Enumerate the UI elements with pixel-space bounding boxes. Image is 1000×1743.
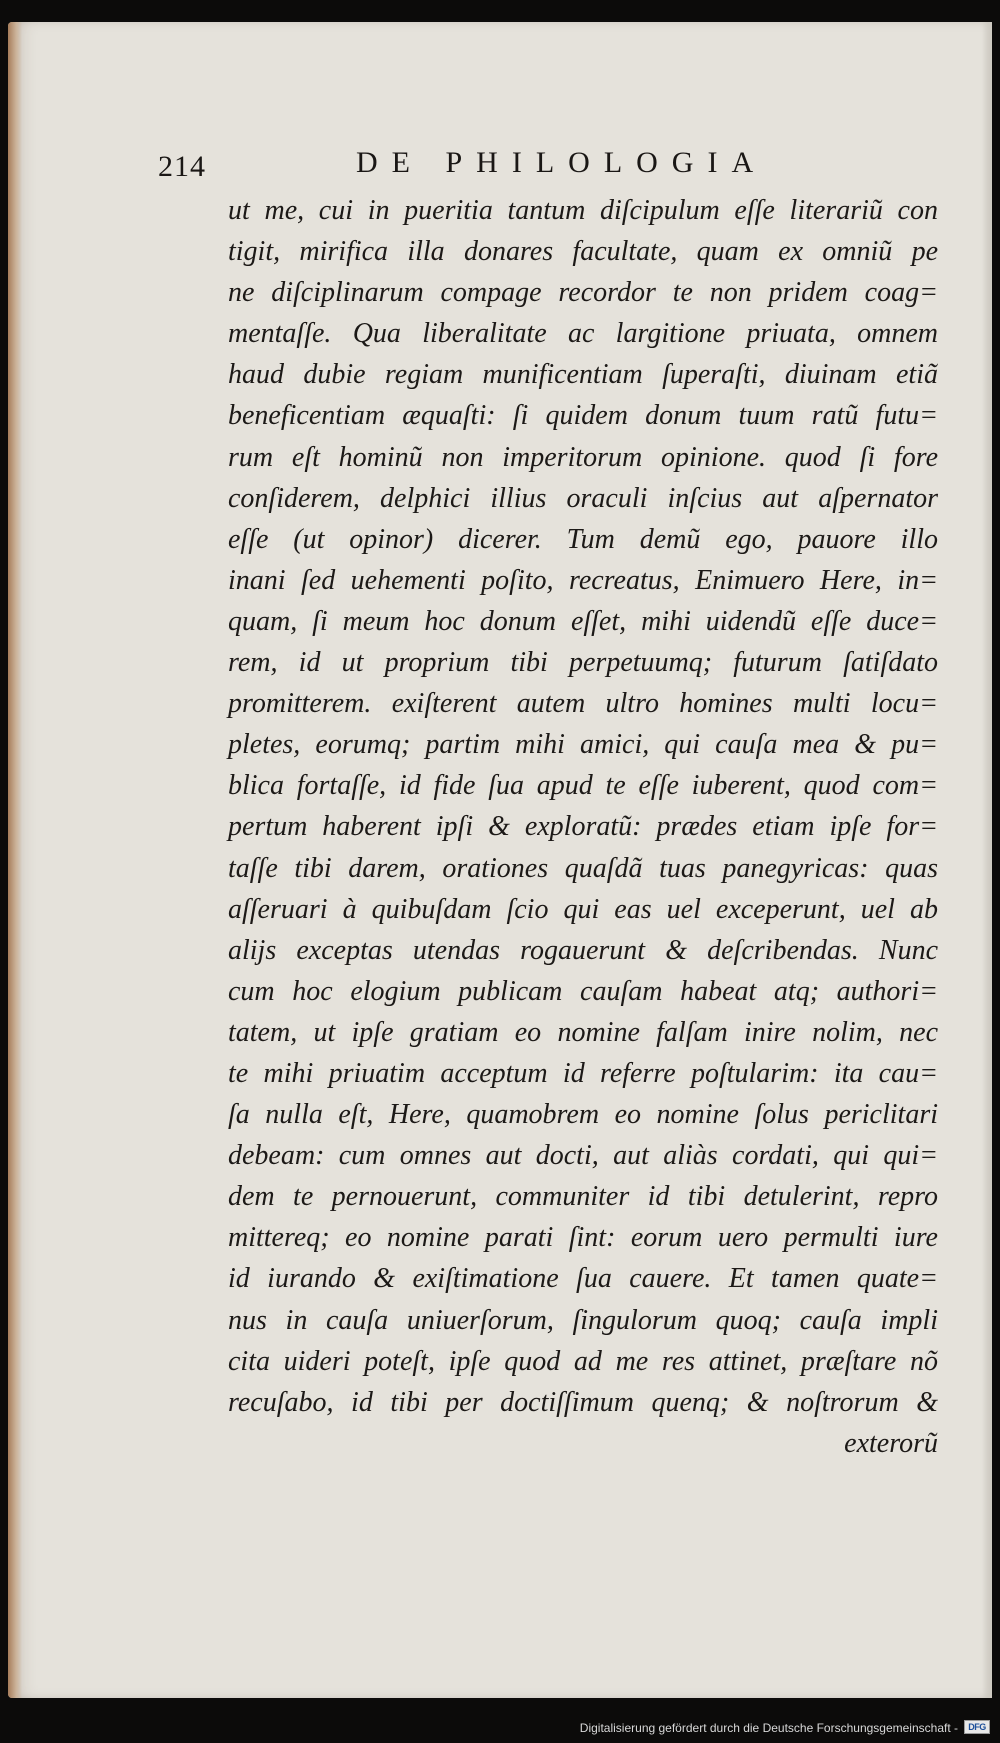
text-line: blica fortaſſe, id fide ſua apud te eſſe iuberent, quod com= <box>228 770 938 802</box>
text-line: debeam: cum omnes aut docti, aut aliàs cordati, qui qui= <box>228 1140 938 1172</box>
text-line: eſſe (ut opinor) dicerer. Tum demũ ego, pauore illo <box>228 523 938 555</box>
text-line: ut me, cui in pueritia tantum diſcipulum eſſe literariũ con <box>228 195 938 226</box>
body-text <box>228 190 938 1464</box>
text-line: pertum haberent ipſi & exploratũ: prædes etiam ipſe for= <box>228 811 938 843</box>
text-line: te mihi priuatim acceptum id referre poſtularim: ita cau= <box>228 1057 938 1089</box>
text-line: mittereq; eo nomine parati ſint: eorum uero permulti iure <box>228 1222 938 1254</box>
catchword: exterorũ <box>844 1427 938 1459</box>
text-line: inani ſed uehementi poſito, recreatus, Enimuero Here, in= <box>228 564 938 596</box>
text-line: quam, ſi meum hoc donum eſſet, mihi uidendũ eſſe duce= <box>228 605 938 637</box>
page-header <box>158 146 798 186</box>
text-line: nus in cauſa uniuerſorum, ſingulorum quoq; cauſa impli <box>228 1304 938 1336</box>
text-line: tatem, ut ipſe gratiam eo nomine falſam inire nolim, nec <box>228 1016 938 1048</box>
digitization-footer <box>0 1715 1000 1743</box>
text-line: mentaſſe. Qua liberalitate ac largitione priuata, omnem <box>228 318 938 350</box>
dfg-logo-icon: DFG <box>964 1720 990 1734</box>
text-line: cum hoc elogium publicam cauſam habeat atq; authori= <box>228 975 938 1007</box>
funding-credit: Digitalisierung gefördert durch die Deutsche Forschungsgemeinschaft - <box>579 1721 958 1735</box>
text-line: haud dubie regiam munificentiam ſuperaſti, diuinam etiã <box>228 359 938 391</box>
text-line: taſſe tibi darem, orationes quaſdã tuas panegyricas: quas <box>228 852 938 884</box>
text-line: conſiderem, delphici illius oraculi inſcius aut aſpernator <box>228 482 938 514</box>
text-line: rem, id ut proprium tibi perpetuumq; futurum ſatiſdato <box>228 647 938 679</box>
text-line: aſſeruari à quibuſdam ſcio qui eas uel exceperunt, uel ab <box>228 893 938 925</box>
text-line: recuſabo, id tibi per doctiſſimum quenq; & noſtrorum & <box>228 1386 938 1418</box>
page-number: 214 <box>158 150 206 183</box>
text-line: promitterem. exiſterent autem ultro homines multi locu= <box>228 688 938 720</box>
text-line: cita uideri poteſt, ipſe quod ad me res attinet, præſtare nõ <box>228 1345 938 1377</box>
running-head: DE PHILOLOGIA <box>356 146 768 179</box>
text-line: rum eſt hominũ non imperitorum opinione. quod ſi fore <box>228 441 938 473</box>
text-line: ne diſciplinarum compage recordor te non pridem coag= <box>228 277 938 309</box>
text-line: tigit, mirifica illa donares facultate, quam ex omniũ pe <box>228 236 938 268</box>
text-line: alijs exceptas utendas rogauerunt & deſcribendas. Nunc <box>228 934 938 966</box>
text-line: id iurando & exiſtimatione ſua cauere. Et tamen quate= <box>228 1263 938 1295</box>
text-line: pletes, eorumq; partim mihi amici, qui cauſa mea & pu= <box>228 729 938 761</box>
page-left-edge <box>8 22 22 1698</box>
book-page <box>8 22 992 1698</box>
text-line: beneficentiam æquaſti: ſi quidem donum tuum ratũ futu= <box>228 400 938 432</box>
page-right-edge <box>982 22 992 1698</box>
text-line: ſa nulla eſt, Here, quamobrem eo nomine ſolus periclitari <box>228 1099 938 1131</box>
text-line: dem te pernouerunt, communiter id tibi detulerint, repro <box>228 1181 938 1213</box>
